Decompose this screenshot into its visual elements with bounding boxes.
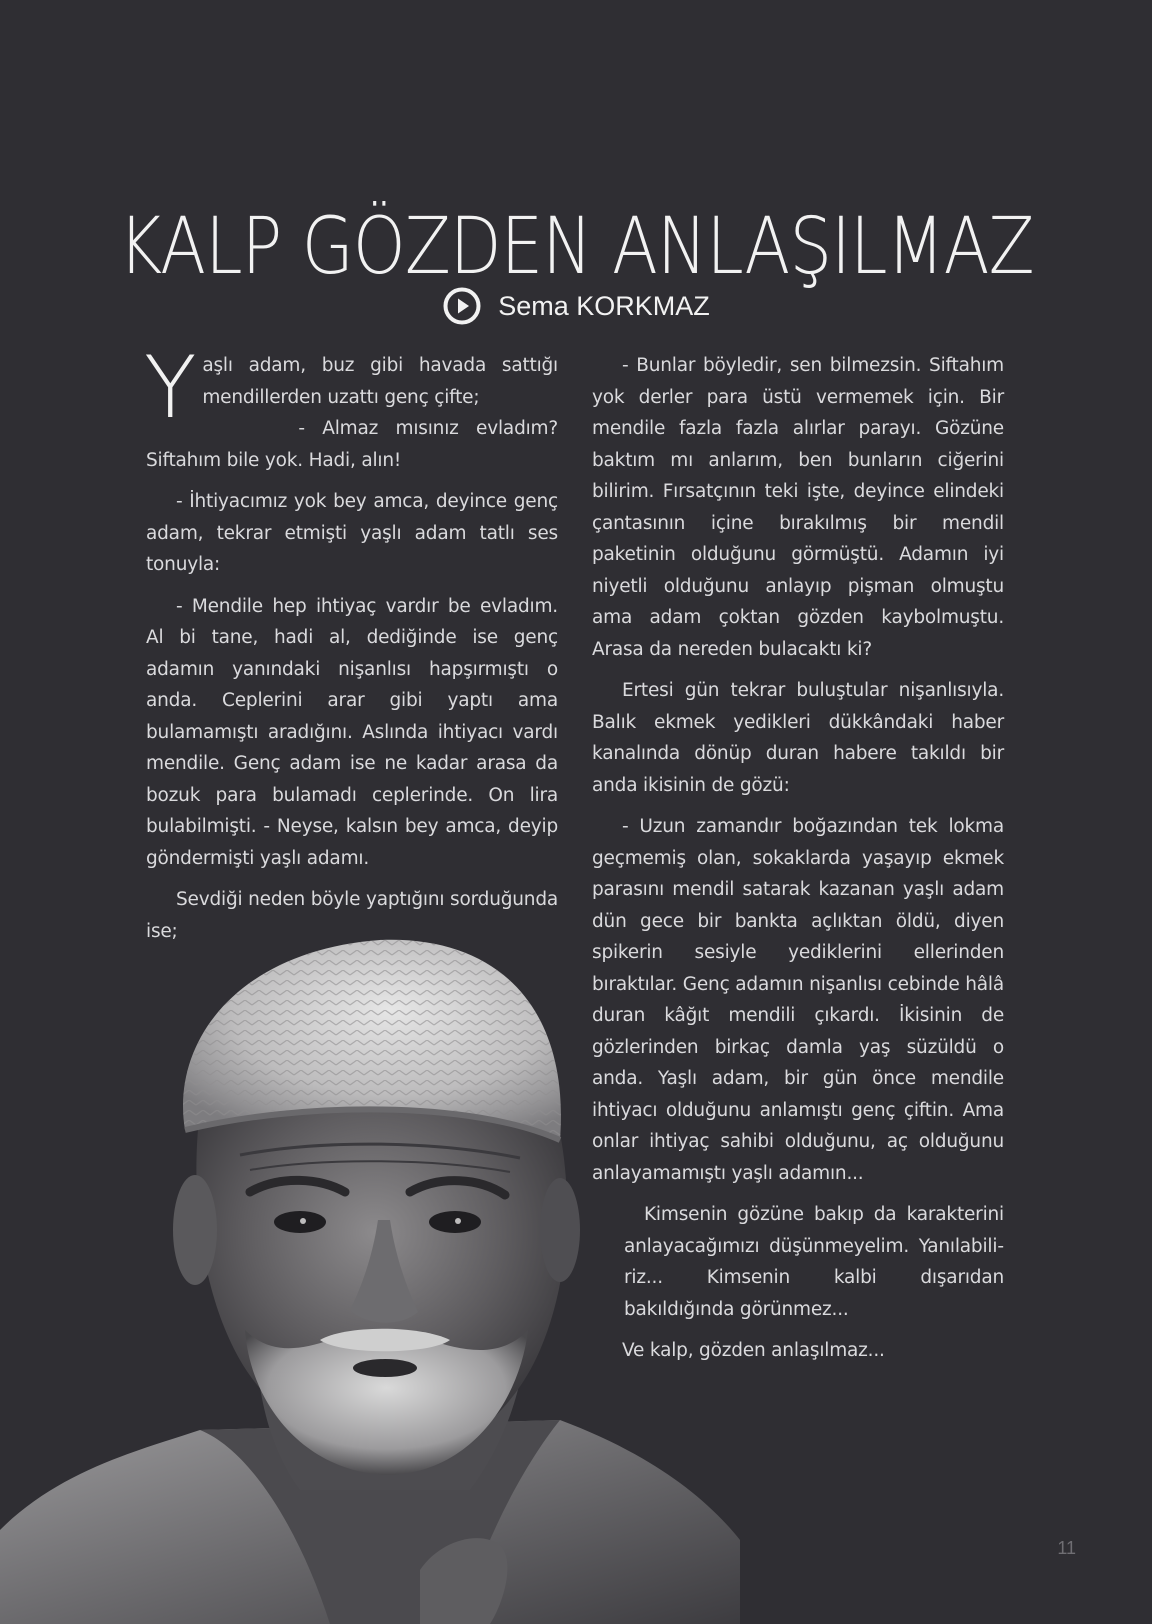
- paragraph: - Uzun zamandır boğazından tek lokma geçmemiş olan, sokaklarda yaşayıp ekmek parasını mendil satarak kazanan yaşlı adam dün gece bir bankta açlıktan öldü, diyen spikerin sesiyle yediklerini ellerinden bıraktılar. Genç adamın nişanlısı cebinde hâlâ duran kâğıt mendili çıkardı. İkisinin de gözlerinden birkaç damla yaş süzüldü o anda. Yaşlı adam, bir gün önce mendile ihtiyacı olduğunu anlamıştı genç çiftin. Ama onlar ihtiyaç sahibi olduğunu, aç olduğunu anlayamamıştı yaşlı adamın...: [592, 816, 1004, 1184]
- paragraph: - İhtiyacımız yok bey amca, deyince genç adam, tekrar etmişti yaşlı adam tatlı ses tonuyla:: [146, 491, 558, 575]
- old-man-portrait-photo: [0, 930, 740, 1624]
- paragraph: - Bunlar böyledir, sen bilmezsin. Siftahım yok derler para üstü vermemek için. Bir mendile fazla fazla alırlar parayı. Gözüne baktım mı anlarım, ben bunların ciğerini bilirim. Fırsatçının teki işte, deyince elindeki çantasının içine bırakılmış bir mendil paketinin olduğunu görmüştü. Adamın iyi niyetli olduğunu anlayıp pişman olmuştu ama adam çoktan gözden kaybolmuştu. Arasa da nereden bulacaktı ki?: [592, 355, 1004, 660]
- paragraph-text: - Almaz mısınız evladım? Siftahım bile yok. Hadi, alın!: [146, 418, 558, 471]
- drop-cap: Y: [144, 338, 197, 438]
- paragraph: Ertesi gün tekrar buluştular nişanlısıyla. Balık ekmek yedikleri dükkândaki haber kanalında dönüp duran habere takıldı bir anda ikisinin de gözü:: [592, 680, 1004, 796]
- paragraph: Sevdiği neden böyle yaptığını sorduğunda ise;: [146, 889, 558, 942]
- author-name: Sema KORKMAZ: [498, 290, 710, 321]
- author-byline: [0, 286, 1152, 326]
- play-circle-icon: [442, 286, 482, 326]
- paragraph: Kimsenin gözüne bakıp da karakterini anlayacağımızı düşünmeyelim. Yanılabiliriz... Kimsenin kalbi dışarıdan bakıldığında görünmez...: [624, 1204, 1004, 1320]
- left-column: [144, 338, 558, 957]
- page-number: 11: [1057, 1538, 1076, 1558]
- paragraph-text: aşlı adam, buz gibi havada sattığı mendillerden uzattı genç çifte;: [202, 355, 558, 408]
- paragraph: - Mendile hep ihtiyaç vardır be evladım. Al bi tane, hadi al, dediğinde ise genç adamın yanındaki nişanlısı hapşırmıştı o anda. Ceplerini arar gibi yaptı ama bulamamıştı aradığını. Aslında ihtiyacı vardı mendile. Genç adam ise ne kadar arasa da bozuk para bulamadı ceplerinde. On lira bulabilmişti. - Neyse, kalsın bey amca, deyip göndermişti yaşlı adamı.: [146, 595, 558, 869]
- article-title: KALP GÖZDEN ANLAŞILMAZ: [118, 202, 1034, 293]
- closing-line: Ve kalp, gözden anlaşılmaz...: [622, 1340, 885, 1361]
- paragraph: [144, 338, 558, 476]
